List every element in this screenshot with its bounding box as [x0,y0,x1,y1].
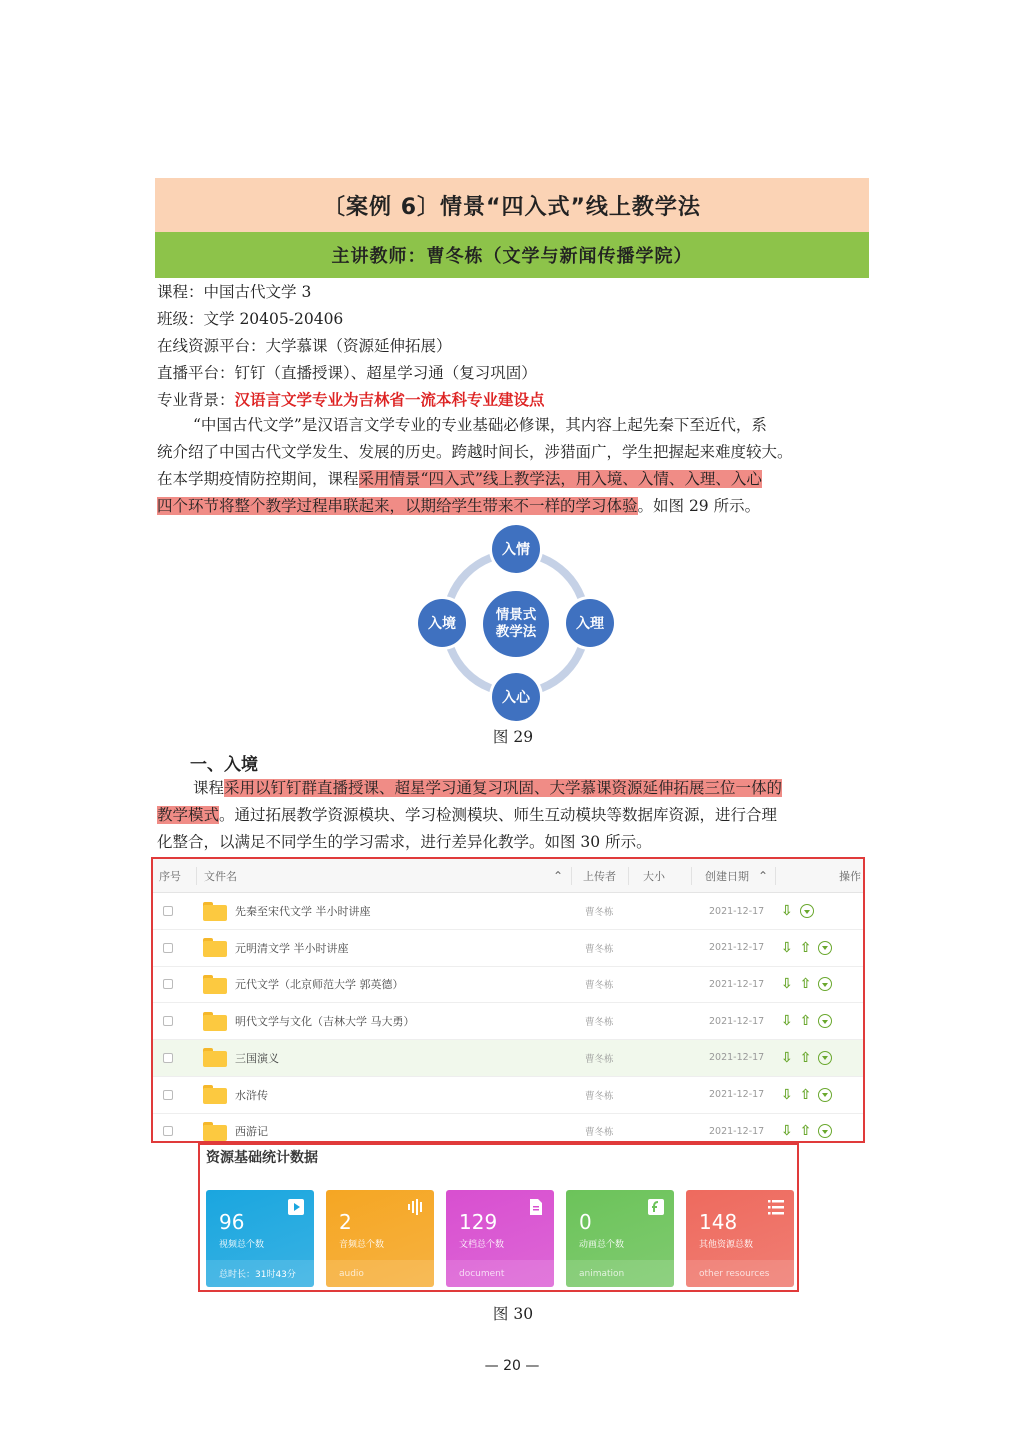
intro-line-3: 在本学期疫情防控期间，课程采用情景“四入式”线上教学法，用入境、入情、入理、入心 [157,470,762,488]
file-name[interactable]: 先秦至宋代文学 半小时讲座 [235,905,371,918]
download-icon[interactable]: ⇩ [781,976,793,993]
download-icon[interactable]: ⇩ [781,939,793,956]
download-icon[interactable]: ⇩ [781,1123,793,1140]
header-uploader: 上传者 [583,869,616,883]
move-up-icon[interactable]: ⇧ [799,939,812,956]
intro-line-4: 四个环节将整个教学过程串联起来，以期给学生带来不一样的学习体验。如图 29 所示。 [157,497,761,515]
table-row[interactable] [153,893,863,930]
list-icon [767,1198,785,1216]
background-line: 专业背景：汉语言文学专业为吉林省一流本科专业建设点 [157,390,545,409]
section-heading-1: 一、入境 [190,755,258,775]
table-row[interactable] [153,930,863,967]
folder-icon [203,902,227,921]
file-name[interactable]: 西游记 [235,1125,268,1139]
more-icon[interactable] [800,904,814,918]
intro-paragraph [157,412,869,520]
download-icon[interactable]: ⇩ [781,1013,793,1030]
table-header [153,859,863,893]
move-up-icon[interactable]: ⇧ [799,1013,812,1030]
move-up-icon[interactable]: ⇧ [799,976,812,993]
stat-footer: audio [326,1260,434,1287]
node-center: 情景式 教学法 [483,591,549,657]
node-ruli: 入理 [566,599,614,647]
table-row[interactable] [153,966,863,1003]
stat-footer: document [446,1260,554,1287]
header-filename[interactable]: 文件名 [204,869,237,883]
class-line: 班级：文学 20405-20406 [157,310,344,328]
header-date[interactable]: 创建日期 [705,869,749,883]
stat-card[interactable] [566,1190,674,1287]
uploader: 曹冬栋 [585,907,614,918]
page-number: — 20 — [484,1358,540,1374]
video-icon [287,1198,305,1216]
file-table [151,857,865,1143]
more-icon[interactable] [818,1124,832,1138]
more-icon[interactable] [818,1014,832,1028]
folder-icon [203,975,227,994]
stat-label: 音频总个数 [339,1240,385,1250]
case-title: 〔案例 6〕情景“四入式”线上教学法 [155,178,869,232]
created-date: 2021-12-17 [709,905,765,917]
document-icon [527,1198,545,1216]
created-date: 2021-12-17 [709,1052,765,1064]
download-icon[interactable]: ⇩ [781,903,793,919]
uploader: 曹冬栋 [585,1053,614,1065]
stat-card[interactable] [326,1190,434,1287]
created-date: 2021-12-17 [709,1089,765,1100]
row-checkbox[interactable] [163,1126,173,1136]
stat-footer: 总时长：31时43分 [206,1260,314,1287]
header-size: 大小 [643,869,665,883]
stat-value: 96 [219,1210,245,1234]
stat-label: 其他资源总数 [699,1240,754,1250]
move-up-icon[interactable]: ⇧ [799,1049,812,1066]
file-name[interactable]: 明代文学与文化（吉林大学 马大勇） [235,1015,415,1029]
four-step-diagram [412,525,620,723]
course-line: 课程：中国古代文学 3 [157,283,312,301]
teacher-line: 主讲教师：曹冬栋（文学与新闻传播学院） [155,232,869,278]
move-up-icon[interactable]: ⇧ [799,1123,812,1140]
created-date: 2021-12-17 [709,942,765,954]
stat-card[interactable] [446,1190,554,1287]
uploader: 曹冬栋 [585,943,614,955]
node-rujing: 入境 [418,599,466,647]
folder-icon [203,938,227,957]
row-checkbox[interactable] [163,906,173,916]
stat-card[interactable] [206,1190,314,1287]
row-checkbox[interactable] [163,979,173,989]
more-icon[interactable] [818,1051,832,1065]
more-icon[interactable] [818,1088,832,1102]
row-checkbox[interactable] [163,1016,173,1026]
stat-value: 2 [339,1210,352,1234]
stat-label: 视频总个数 [219,1240,265,1250]
figure-29-caption: 图 29 [492,728,534,746]
table-row[interactable] [153,1003,863,1040]
flash-icon [647,1198,665,1216]
uploader: 曹冬栋 [585,980,614,992]
platform-line: 在线资源平台：大学慕课（资源延伸拓展） [157,337,452,355]
stats-title: 资源基础统计数据 [206,1150,318,1166]
stat-card[interactable] [686,1190,794,1287]
section1-paragraph [157,775,869,856]
folder-icon [203,1012,227,1031]
resource-stats [198,1143,799,1292]
created-date: 2021-12-17 [709,1015,765,1027]
table-row[interactable] [153,1113,863,1143]
more-icon[interactable] [818,941,832,955]
section1-line-3: 化整合，以满足不同学生的学习需求，进行差异化教学。如图 30 所示。 [157,833,652,851]
file-name[interactable]: 元代文学（北京师范大学 郭英德） [235,978,404,992]
download-icon[interactable]: ⇩ [781,1049,793,1066]
section1-line-1: 课程采用以钉钉群直播授课、超星学习通复习巩固、大学慕课资源延伸拓展三位一体的 [193,779,783,797]
sort-name-icon[interactable]: ⌃ [553,868,564,883]
move-up-icon[interactable]: ⇧ [799,1086,812,1103]
stat-label: 文档总个数 [459,1240,505,1250]
row-checkbox[interactable] [163,1090,173,1100]
file-name[interactable]: 水浒传 [235,1088,268,1102]
sort-date-icon[interactable]: ⌃ [758,868,769,883]
table-row[interactable] [153,1040,863,1077]
created-date: 2021-12-17 [709,978,765,990]
file-name[interactable]: 元明清文学 半小时讲座 [235,941,349,955]
download-icon[interactable]: ⇩ [781,1086,793,1103]
live-line: 直播平台：钉钉（直播授课）、超星学习通（复习巩固） [157,364,537,382]
header-ops: 操作 [839,869,861,883]
row-checkbox[interactable] [163,943,173,953]
node-ruqing: 入情 [492,525,540,573]
stat-value: 129 [459,1210,498,1234]
stat-value: 0 [579,1210,592,1234]
folder-icon [203,1085,227,1104]
intro-line-2: 统介绍了中国古代文学发生、发展的历史。跨越时间长，涉猎面广，学生把握起来难度较大。 [157,443,793,461]
file-name[interactable]: 三国演义 [235,1051,279,1065]
more-icon[interactable] [818,977,832,991]
folder-icon [203,1122,227,1141]
stat-label: 动画总个数 [579,1240,625,1250]
folder-icon [203,1048,227,1067]
stat-footer: animation [566,1260,674,1287]
table-row[interactable] [153,1077,863,1114]
node-ruxin: 入心 [492,673,540,721]
stat-value: 148 [699,1210,738,1234]
uploader: 曹冬栋 [585,1017,614,1029]
uploader: 曹冬栋 [585,1127,614,1139]
audio-icon [407,1198,425,1216]
row-checkbox[interactable] [163,1053,173,1063]
uploader: 曹冬栋 [585,1090,614,1102]
figure-30-caption: 图 30 [492,1305,534,1323]
stat-footer: other resources [686,1260,794,1287]
intro-line-1: “中国古代文学”是汉语言文学专业的专业基础必修课，其内容上起先秦下至近代，系 [193,416,767,434]
header-index: 序号 [159,869,181,883]
section1-line-2: 教学模式。通过拓展教学资源模块、学习检测模块、师生互动模块等数据库资源，进行合理 [157,806,778,824]
created-date: 2021-12-17 [709,1125,765,1137]
